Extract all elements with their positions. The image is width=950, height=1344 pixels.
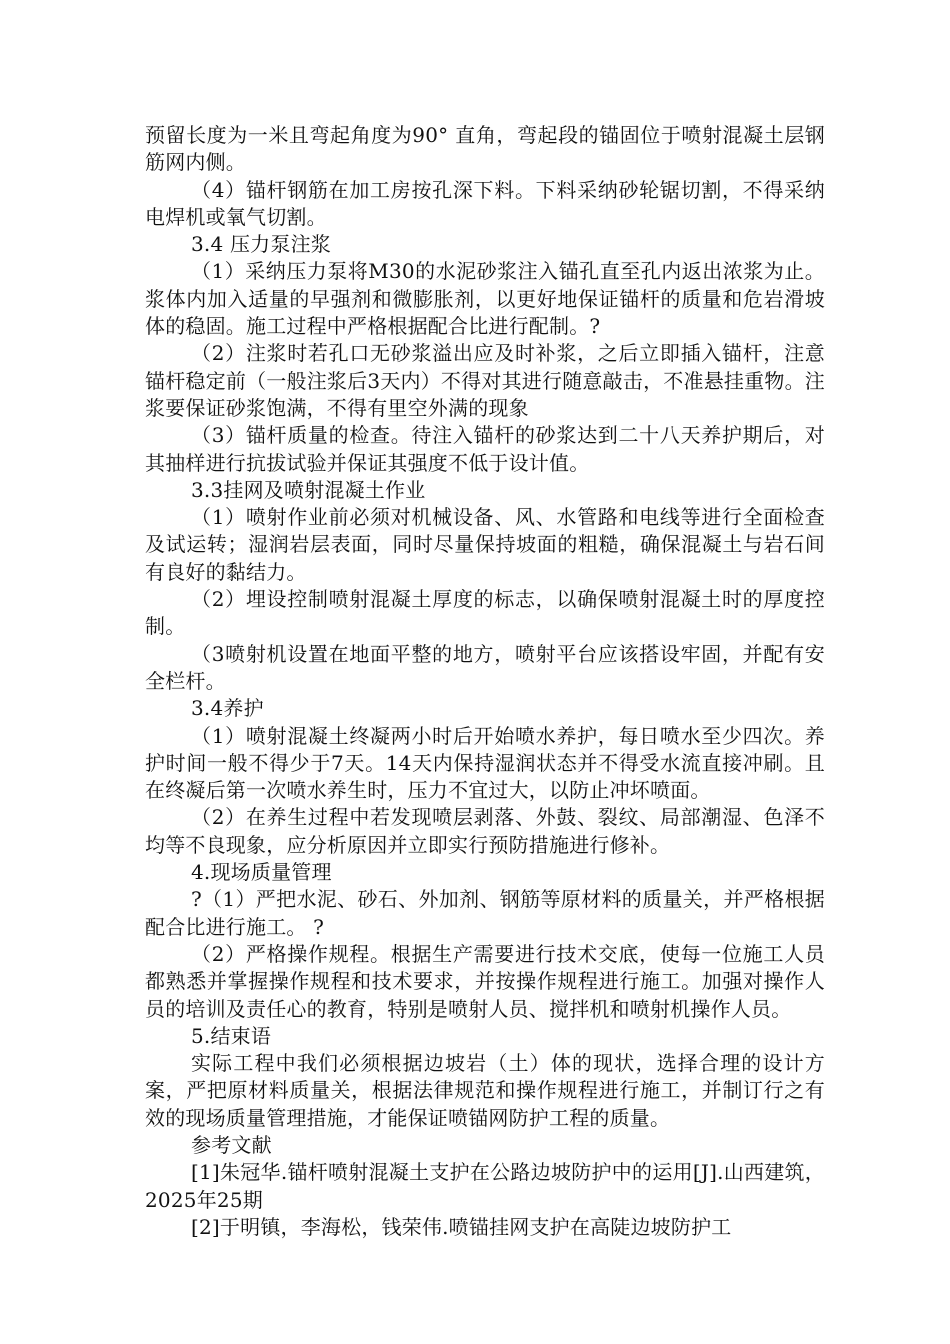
paragraph: （2）在养生过程中若发现喷层剥落、外鼓、裂纹、局部潮湿、色泽不均等不良现象，应分析原因并立即实行预防措施进行修补。 [145, 805, 825, 857]
paragraph: （4）锚杆钢筋在加工房按孔深下料。下料采纳砂轮锯切割，不得采纳电焊机或氧气切割。 [145, 177, 825, 229]
section-heading: 3.4 压力泵注浆 [191, 232, 331, 257]
reference-item: [2]于明镇，李海松，钱荣伟.喷锚挂网支护在高陡边坡防护工 [191, 1214, 732, 1239]
reference-item: [1]朱冠华.锚杆喷射混凝土支护在公路边坡防护中的运用[J].山西建筑，2025年25期 [145, 1160, 825, 1212]
paragraph: （1）喷射作业前必须对机械设备、风、水管路和电线等进行全面检查及试运转；湿润岩层表面，同时尽量保持坡面的粗糙，确保混凝土与岩石间有良好的黏结力。 [145, 505, 825, 584]
paragraph: （3）锚杆质量的检查。待注入锚杆的砂浆达到二十八天养护期后，对其抽样进行抗拔试验并保证其强度不低于设计值。 [145, 423, 825, 475]
paragraph: （1）喷射混凝土终凝两小时后开始喷水养护，每日喷水至少四次。养护时间一般不得少于7天。14天内保持湿润状态并不得受水流直接冲刷。且在终凝后第一次喷水养生时，压力不宜过大，以防止冲坏喷面。 [145, 723, 825, 803]
paragraph: （3喷射机设置在地面平整的地方，喷射平台应该搭设牢固，并配有安全栏杆。 [145, 641, 825, 693]
paragraph: 预留长度为一米且弯起角度为90° 直角，弯起段的锚固位于喷射混凝土层钢筋网内侧。 [145, 123, 825, 175]
paragraph: 实际工程中我们必须根据边坡岩（土）体的现状，选择合理的设计方案，严把原材料质量关，根据法律规范和操作规程进行施工，并制订行之有效的现场质量管理措施，才能保证喷锚网防护工程的质量。 [145, 1051, 825, 1130]
paragraph: （2）注浆时若孔口无砂浆溢出应及时补浆，之后立即插入锚杆，注意锚杆稳定前（一般注浆后3天内）不得对其进行随意敲击，不准悬挂重物。注浆要保证砂浆饱满，不得有里空外满的现象 [145, 341, 825, 420]
paragraph: ?（1）严把水泥、砂石、外加剂、钢筋等原材料的质量关，并严格根据配合比进行施工。 ? [145, 887, 825, 939]
section-heading: 4.现场质量管理 [191, 860, 332, 885]
section-heading: 5.结束语 [191, 1023, 272, 1048]
paragraph: （1）采纳压力泵将M30的水泥砂浆注入锚孔直至孔内返出浓浆为止。浆体内加入适量的早强剂和微膨胀剂，以更好地保证锚杆的质量和危岩滑坡体的稳固。施工过程中严格根据配合比进行配制。? [145, 259, 825, 339]
paragraph: （2）严格操作规程。根据生产需要进行技术交底，使每一位施工人员都熟悉并掌握操作规程和技术要求，并按操作规程进行施工。加强对操作人员的培训及责任心的教育，特别是喷射人员、搅拌机和喷射机操作人员。 [145, 941, 825, 1021]
section-heading: 3.4养护 [191, 696, 264, 721]
paragraph: （2）埋设控制喷射混凝土厚度的标志，以确保喷射混凝土时的厚度控制。 [145, 587, 825, 639]
section-heading: 3.3挂网及喷射混凝土作业 [191, 477, 426, 502]
document-body [145, 122, 825, 1241]
section-heading: 参考文献 [191, 1132, 272, 1157]
